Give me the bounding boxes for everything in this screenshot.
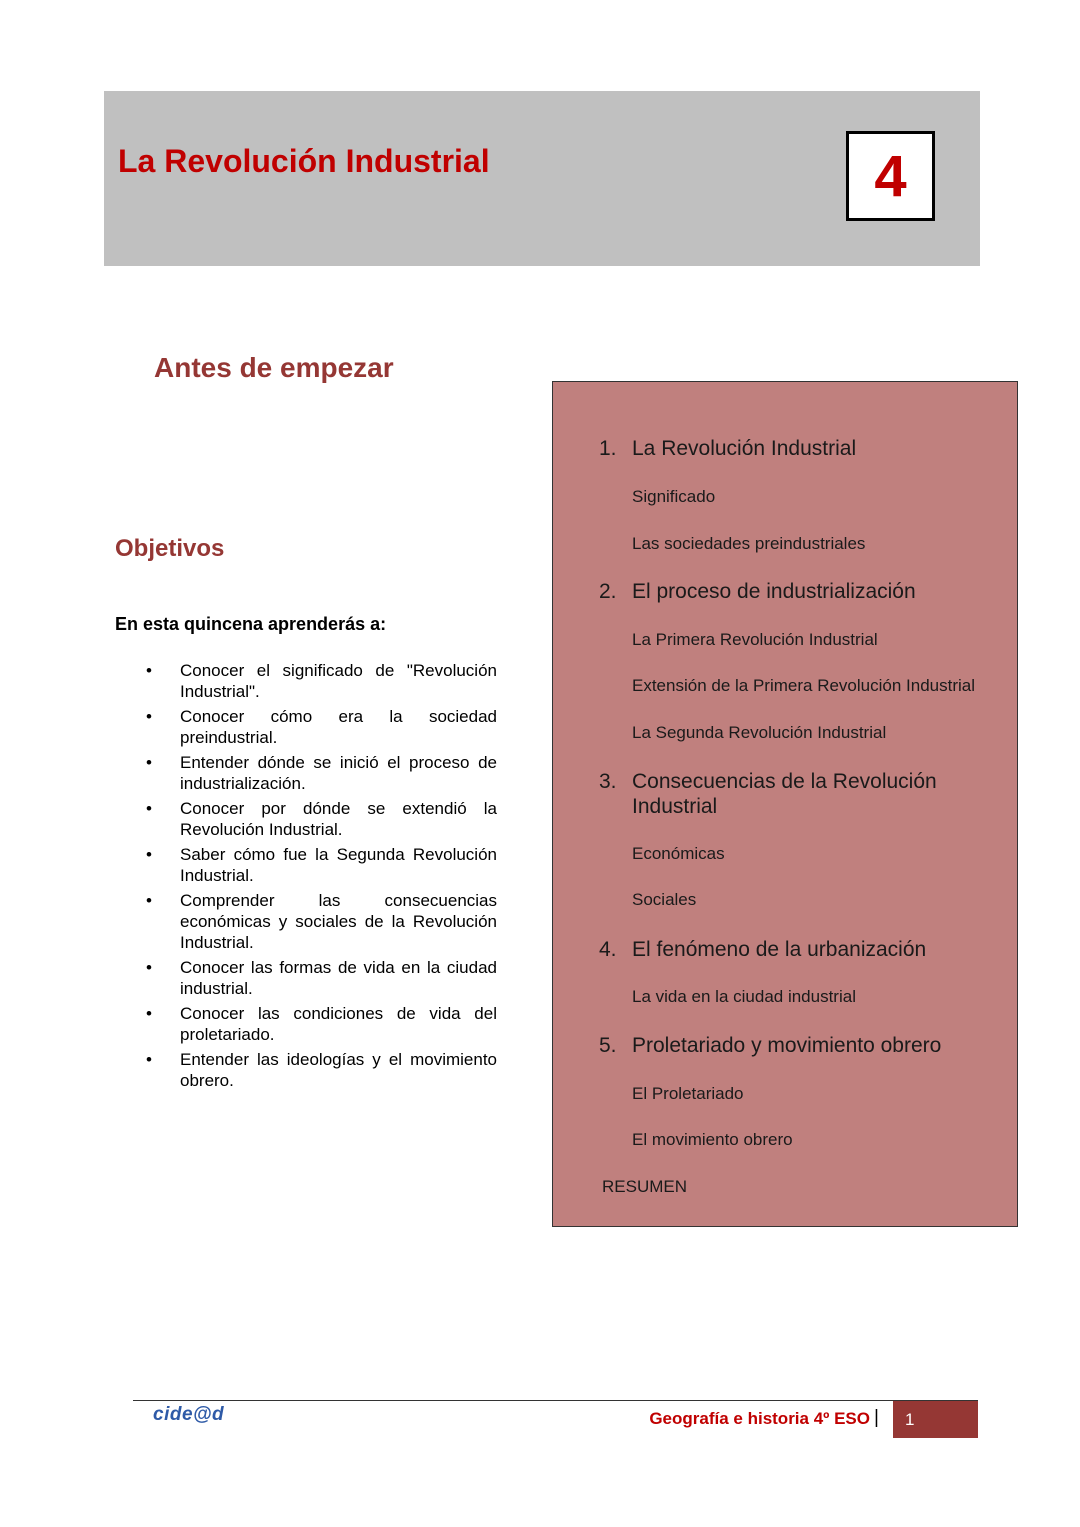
index-topic-3[interactable] [599, 769, 939, 819]
header-band [104, 91, 980, 266]
topic-title: Consecuencias de la Revolución Industrial [632, 770, 937, 818]
footer-subject: Geografía e historia 4º ESO [649, 1409, 870, 1428]
summary-link[interactable]: RESUMEN [602, 1177, 688, 1196]
objective-item: • Entender las ideologías y el movimiento obrero. [115, 1049, 497, 1091]
objective-item: • Saber cómo fue la Segunda Revolución Industrial. [115, 844, 497, 886]
topic-number: 4. [599, 938, 617, 961]
index-subtopic[interactable]: Significado [632, 487, 716, 506]
objectives-heading: Objetivos [115, 535, 225, 562]
topic-number: 3. [599, 770, 617, 793]
index-topic-1[interactable] [599, 436, 999, 461]
footer-divider [133, 1400, 978, 1401]
cidead-logo: cide@d [153, 1404, 225, 1425]
objective-item: • Conocer las condiciones de vida del proletariado. [115, 1003, 497, 1045]
objective-item: • Comprender las consecuencias económicas y sociales de la Revolución Industrial. [115, 890, 497, 953]
index-subtopic[interactable]: La Segunda Revolución Industrial [632, 723, 887, 742]
index-topic-2[interactable] [599, 579, 999, 604]
topic-number: 1. [599, 437, 617, 460]
index-subtopic[interactable]: La vida en la ciudad industrial [632, 987, 856, 1006]
unit-number-box: 4 [846, 131, 935, 221]
index-subtopic[interactable]: El Proletariado [632, 1084, 744, 1103]
index-topic-5[interactable] [599, 1033, 999, 1058]
topic-title: Proletariado y movimiento obrero [632, 1034, 942, 1057]
objectives-intro: En esta quincena aprenderás a: [115, 614, 387, 634]
objective-item: • Entender dónde se inició el proceso de industrialización. [115, 752, 497, 794]
unit-title: La Revolución Industrial [118, 143, 490, 179]
index-topic-4[interactable] [599, 937, 999, 962]
index-subtopic[interactable]: El movimiento obrero [632, 1130, 793, 1149]
contents-index [552, 381, 1018, 1227]
index-subtopic[interactable]: Las sociedades preindustriales [632, 534, 866, 553]
objectives-list [115, 660, 497, 1095]
index-subtopic[interactable]: La Primera Revolución Industrial [632, 630, 878, 649]
objective-item: • Conocer por dónde se extendió la Revolución Industrial. [115, 798, 497, 840]
index-subtopic[interactable]: Extensión de la Primera Revolución Industrial [632, 676, 976, 695]
objective-item: • Conocer cómo era la sociedad preindustrial. [115, 706, 497, 748]
index-subtopic[interactable]: Sociales [632, 890, 697, 909]
footer-separator: | [874, 1407, 879, 1428]
topic-number: 2. [599, 580, 617, 603]
topic-title: El fenómeno de la urbanización [632, 938, 927, 961]
topic-title: La Revolución Industrial [632, 437, 857, 460]
topic-title: El proceso de industrialización [632, 580, 916, 603]
objective-item: • Conocer el significado de "Revolución Industrial". [115, 660, 497, 702]
page-number: 1 [893, 1401, 978, 1438]
index-subtopic[interactable]: Económicas [632, 844, 725, 863]
objective-item: • Conocer las formas de vida en la ciudad industrial. [115, 957, 497, 999]
section-heading: Antes de empezar [154, 352, 394, 383]
topic-number: 5. [599, 1034, 617, 1057]
